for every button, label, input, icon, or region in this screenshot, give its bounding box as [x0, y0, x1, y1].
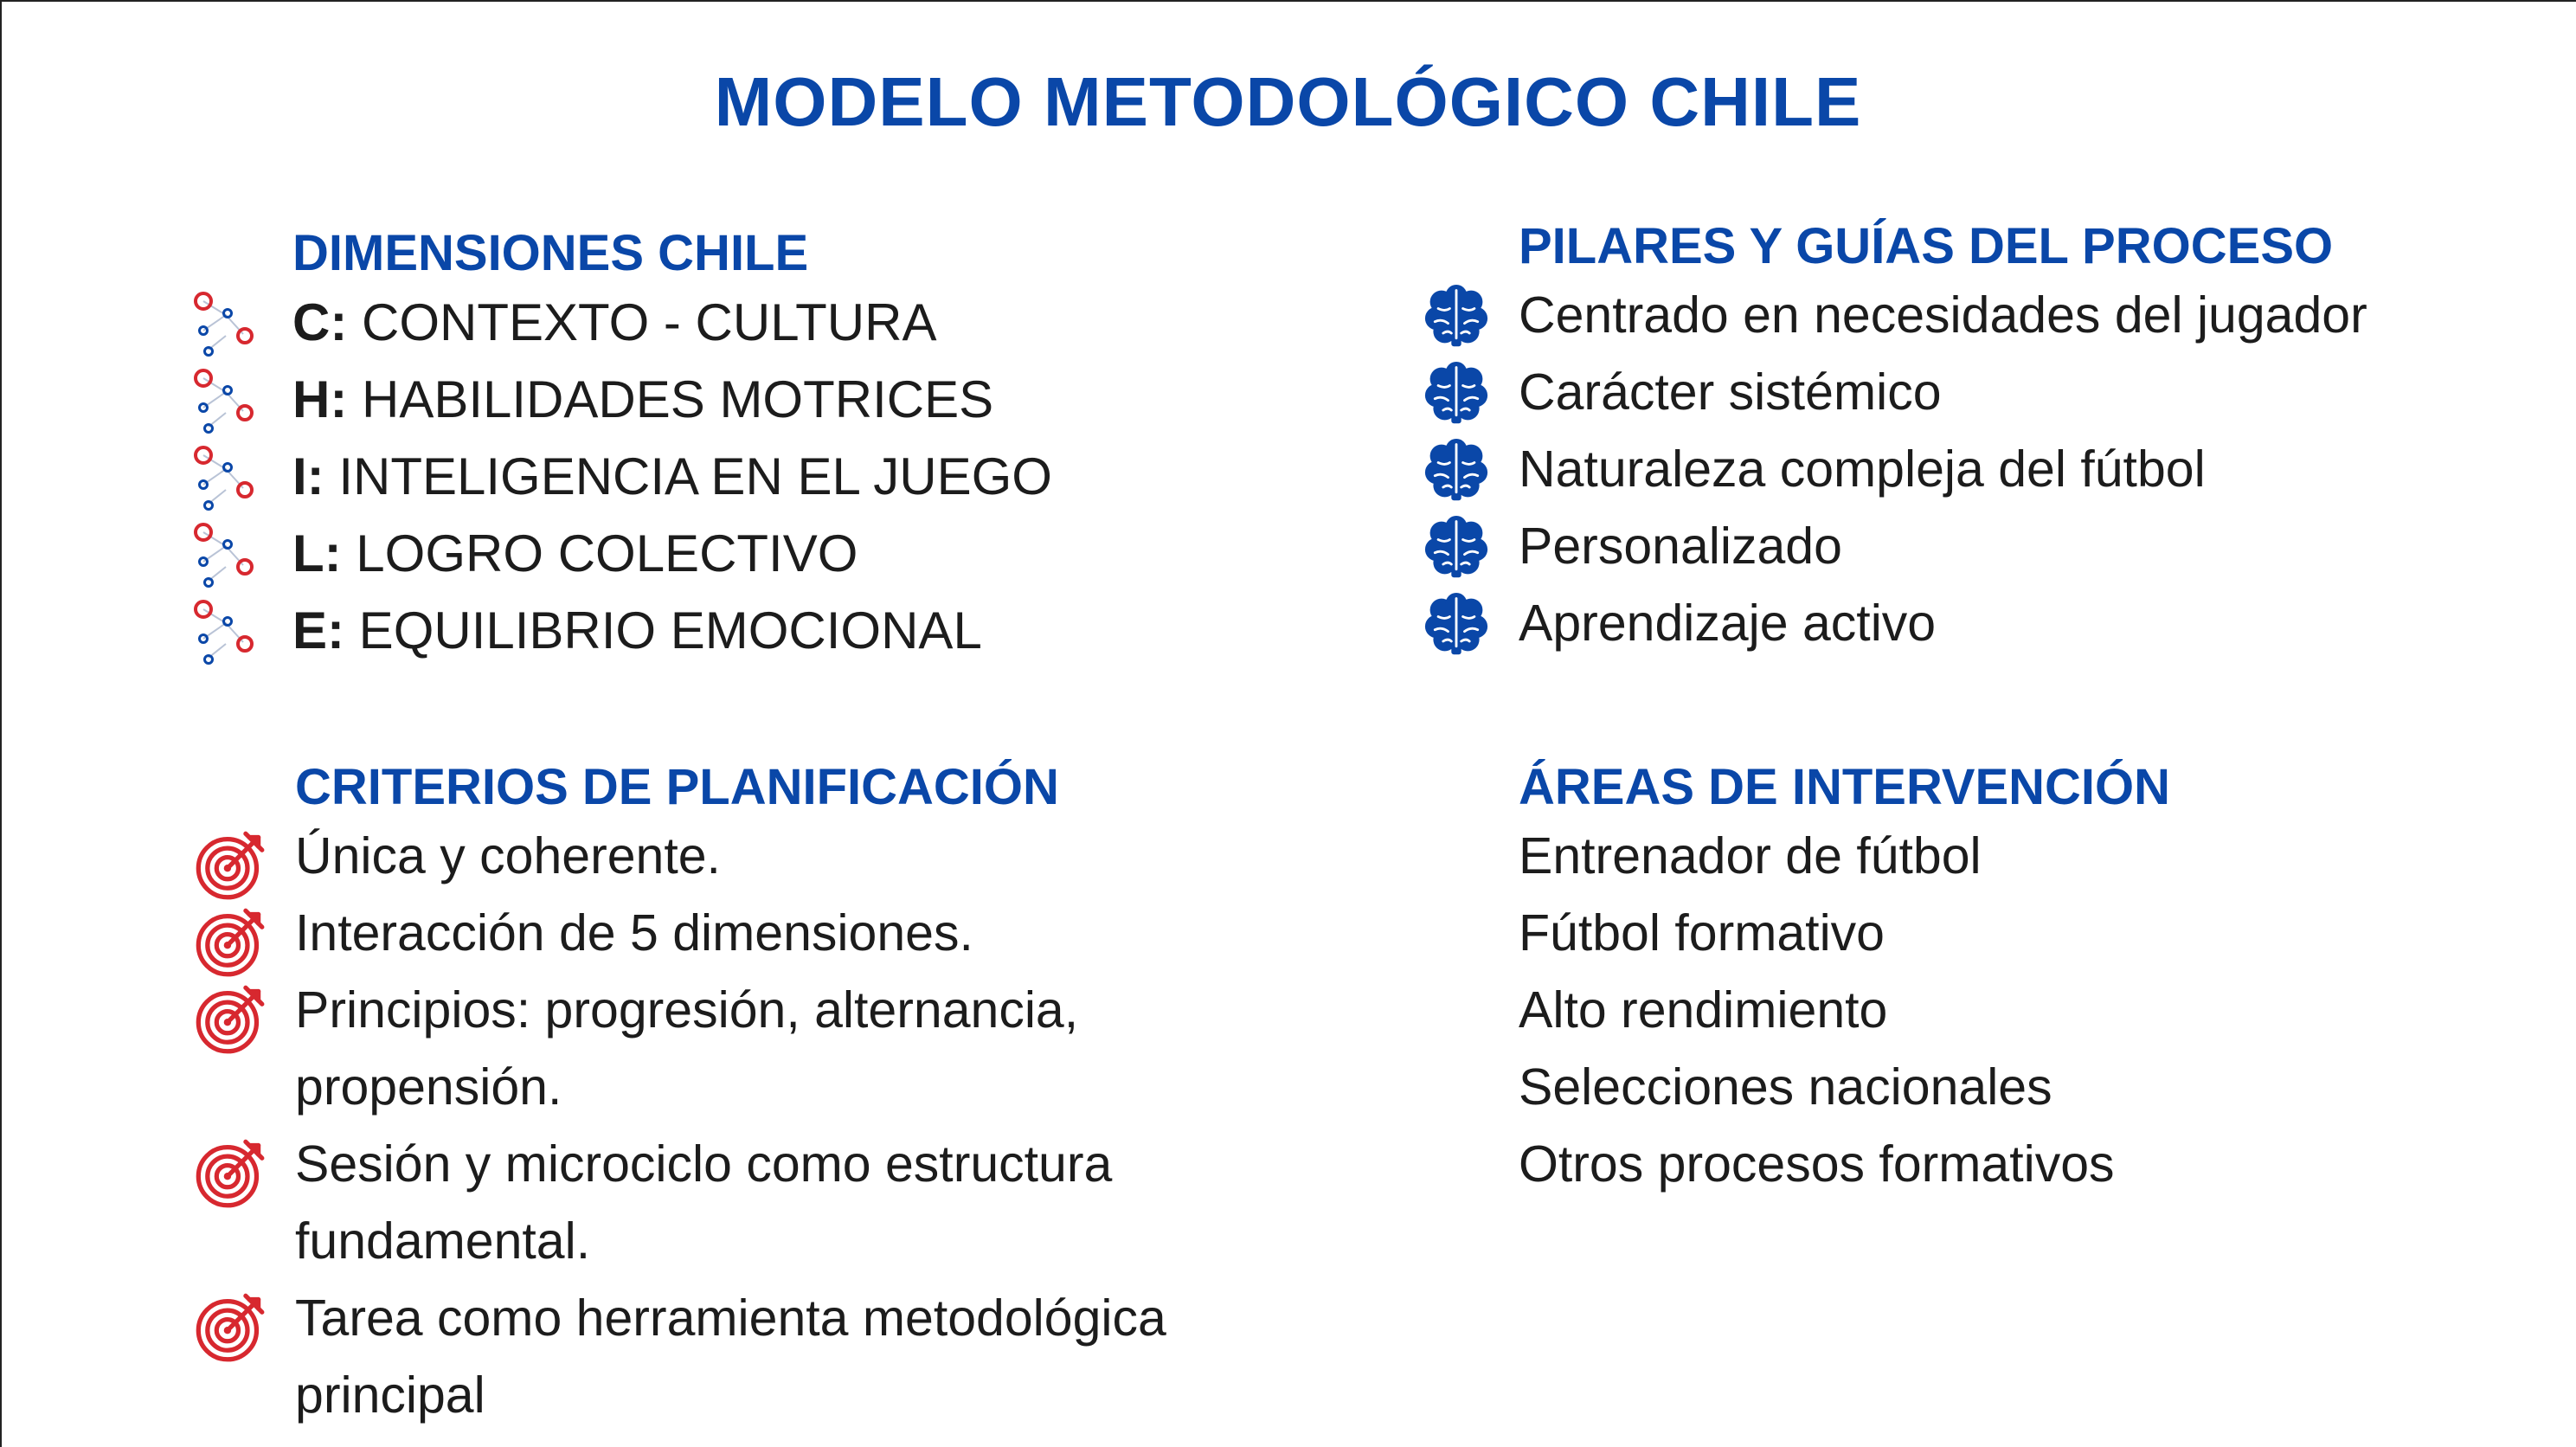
page-title: MODELO METODOLÓGICO CHILE [714, 63, 1862, 140]
dimension-letter: L: [292, 524, 342, 582]
brain-icon [1423, 592, 1489, 658]
brain-icon [1423, 515, 1489, 581]
areas-section [1519, 757, 2170, 1203]
pillar-item [1519, 585, 2367, 662]
pillar-item [1519, 431, 2367, 508]
target-icon [193, 905, 266, 978]
criteria-item [295, 818, 1290, 895]
molecule-icon [191, 522, 260, 591]
pillar-item [1519, 277, 2367, 354]
criteria-text: Tarea como herramienta metodológica principal [295, 1289, 1166, 1424]
molecule-icon [191, 599, 260, 668]
dimensions-section [292, 223, 1052, 669]
criteria-text: Sesión y microciclo como estructura fundamental. [295, 1135, 1113, 1270]
dimension-text: INTELIGENCIA EN EL JUEGO [324, 447, 1052, 505]
dimensions-heading: DIMENSIONES CHILE [292, 225, 809, 281]
pillar-item [1519, 508, 2367, 585]
criteria-item [295, 1280, 1290, 1434]
dimension-item-h [292, 361, 1052, 438]
dimension-text: EQUILIBRIO EMOCIONAL [344, 601, 982, 659]
brain-icon [1423, 438, 1489, 504]
criteria-heading: CRITERIOS DE PLANIFICACIÓN [295, 759, 1059, 815]
criteria-text: Principios: progresión, alternancia, propensión. [295, 981, 1079, 1116]
area-item: Alto rendimiento [1519, 981, 1888, 1039]
target-icon [193, 1136, 266, 1209]
dimension-text: HABILIDADES MOTRICES [347, 370, 994, 428]
dimension-item-c [292, 284, 1052, 361]
molecule-icon [191, 291, 260, 360]
pillar-item [1519, 354, 2367, 431]
target-icon [193, 1290, 266, 1363]
brain-icon [1423, 284, 1489, 350]
criteria-item [295, 895, 1290, 972]
dimension-letter: H: [292, 370, 348, 428]
criteria-text: Única y coherente. [295, 827, 721, 884]
dimension-letter: C: [292, 293, 348, 351]
criteria-item [295, 1126, 1290, 1280]
areas-heading: ÁREAS DE INTERVENCIÓN [1519, 759, 2171, 815]
pillar-text: Carácter sistémico [1519, 363, 1942, 421]
criteria-text: Interacción de 5 dimensiones. [295, 904, 973, 961]
pillars-heading: PILARES Y GUÍAS DEL PROCESO [1519, 218, 2334, 274]
dimension-text: CONTEXTO - CULTURA [347, 293, 937, 351]
dimension-letter: I: [292, 447, 324, 505]
dimension-item-i [292, 438, 1052, 515]
dimension-item-e [292, 592, 1052, 669]
area-item: Entrenador de fútbol [1519, 827, 1982, 884]
pillar-text: Centrado en necesidades del jugador [1519, 286, 2367, 344]
area-item: Fútbol formativo [1519, 904, 1885, 961]
area-item: Selecciones nacionales [1519, 1058, 2052, 1116]
brain-icon [1423, 361, 1489, 427]
pillar-text: Naturaleza compleja del fútbol [1519, 441, 2206, 498]
dimension-text: LOGRO COLECTIVO [341, 524, 858, 582]
molecule-icon [191, 445, 260, 514]
criteria-section [295, 757, 1290, 1434]
pillar-text: Aprendizaje activo [1519, 595, 1937, 652]
area-item: Otros procesos formativos [1519, 1135, 2115, 1193]
pillar-text: Personalizado [1519, 518, 1842, 575]
molecule-icon [191, 368, 260, 437]
target-icon [193, 828, 266, 901]
target-icon [193, 982, 266, 1055]
pillars-section [1519, 216, 2367, 662]
dimension-letter: E: [292, 601, 344, 659]
dimension-item-l [292, 515, 1052, 592]
criteria-item [295, 972, 1290, 1126]
